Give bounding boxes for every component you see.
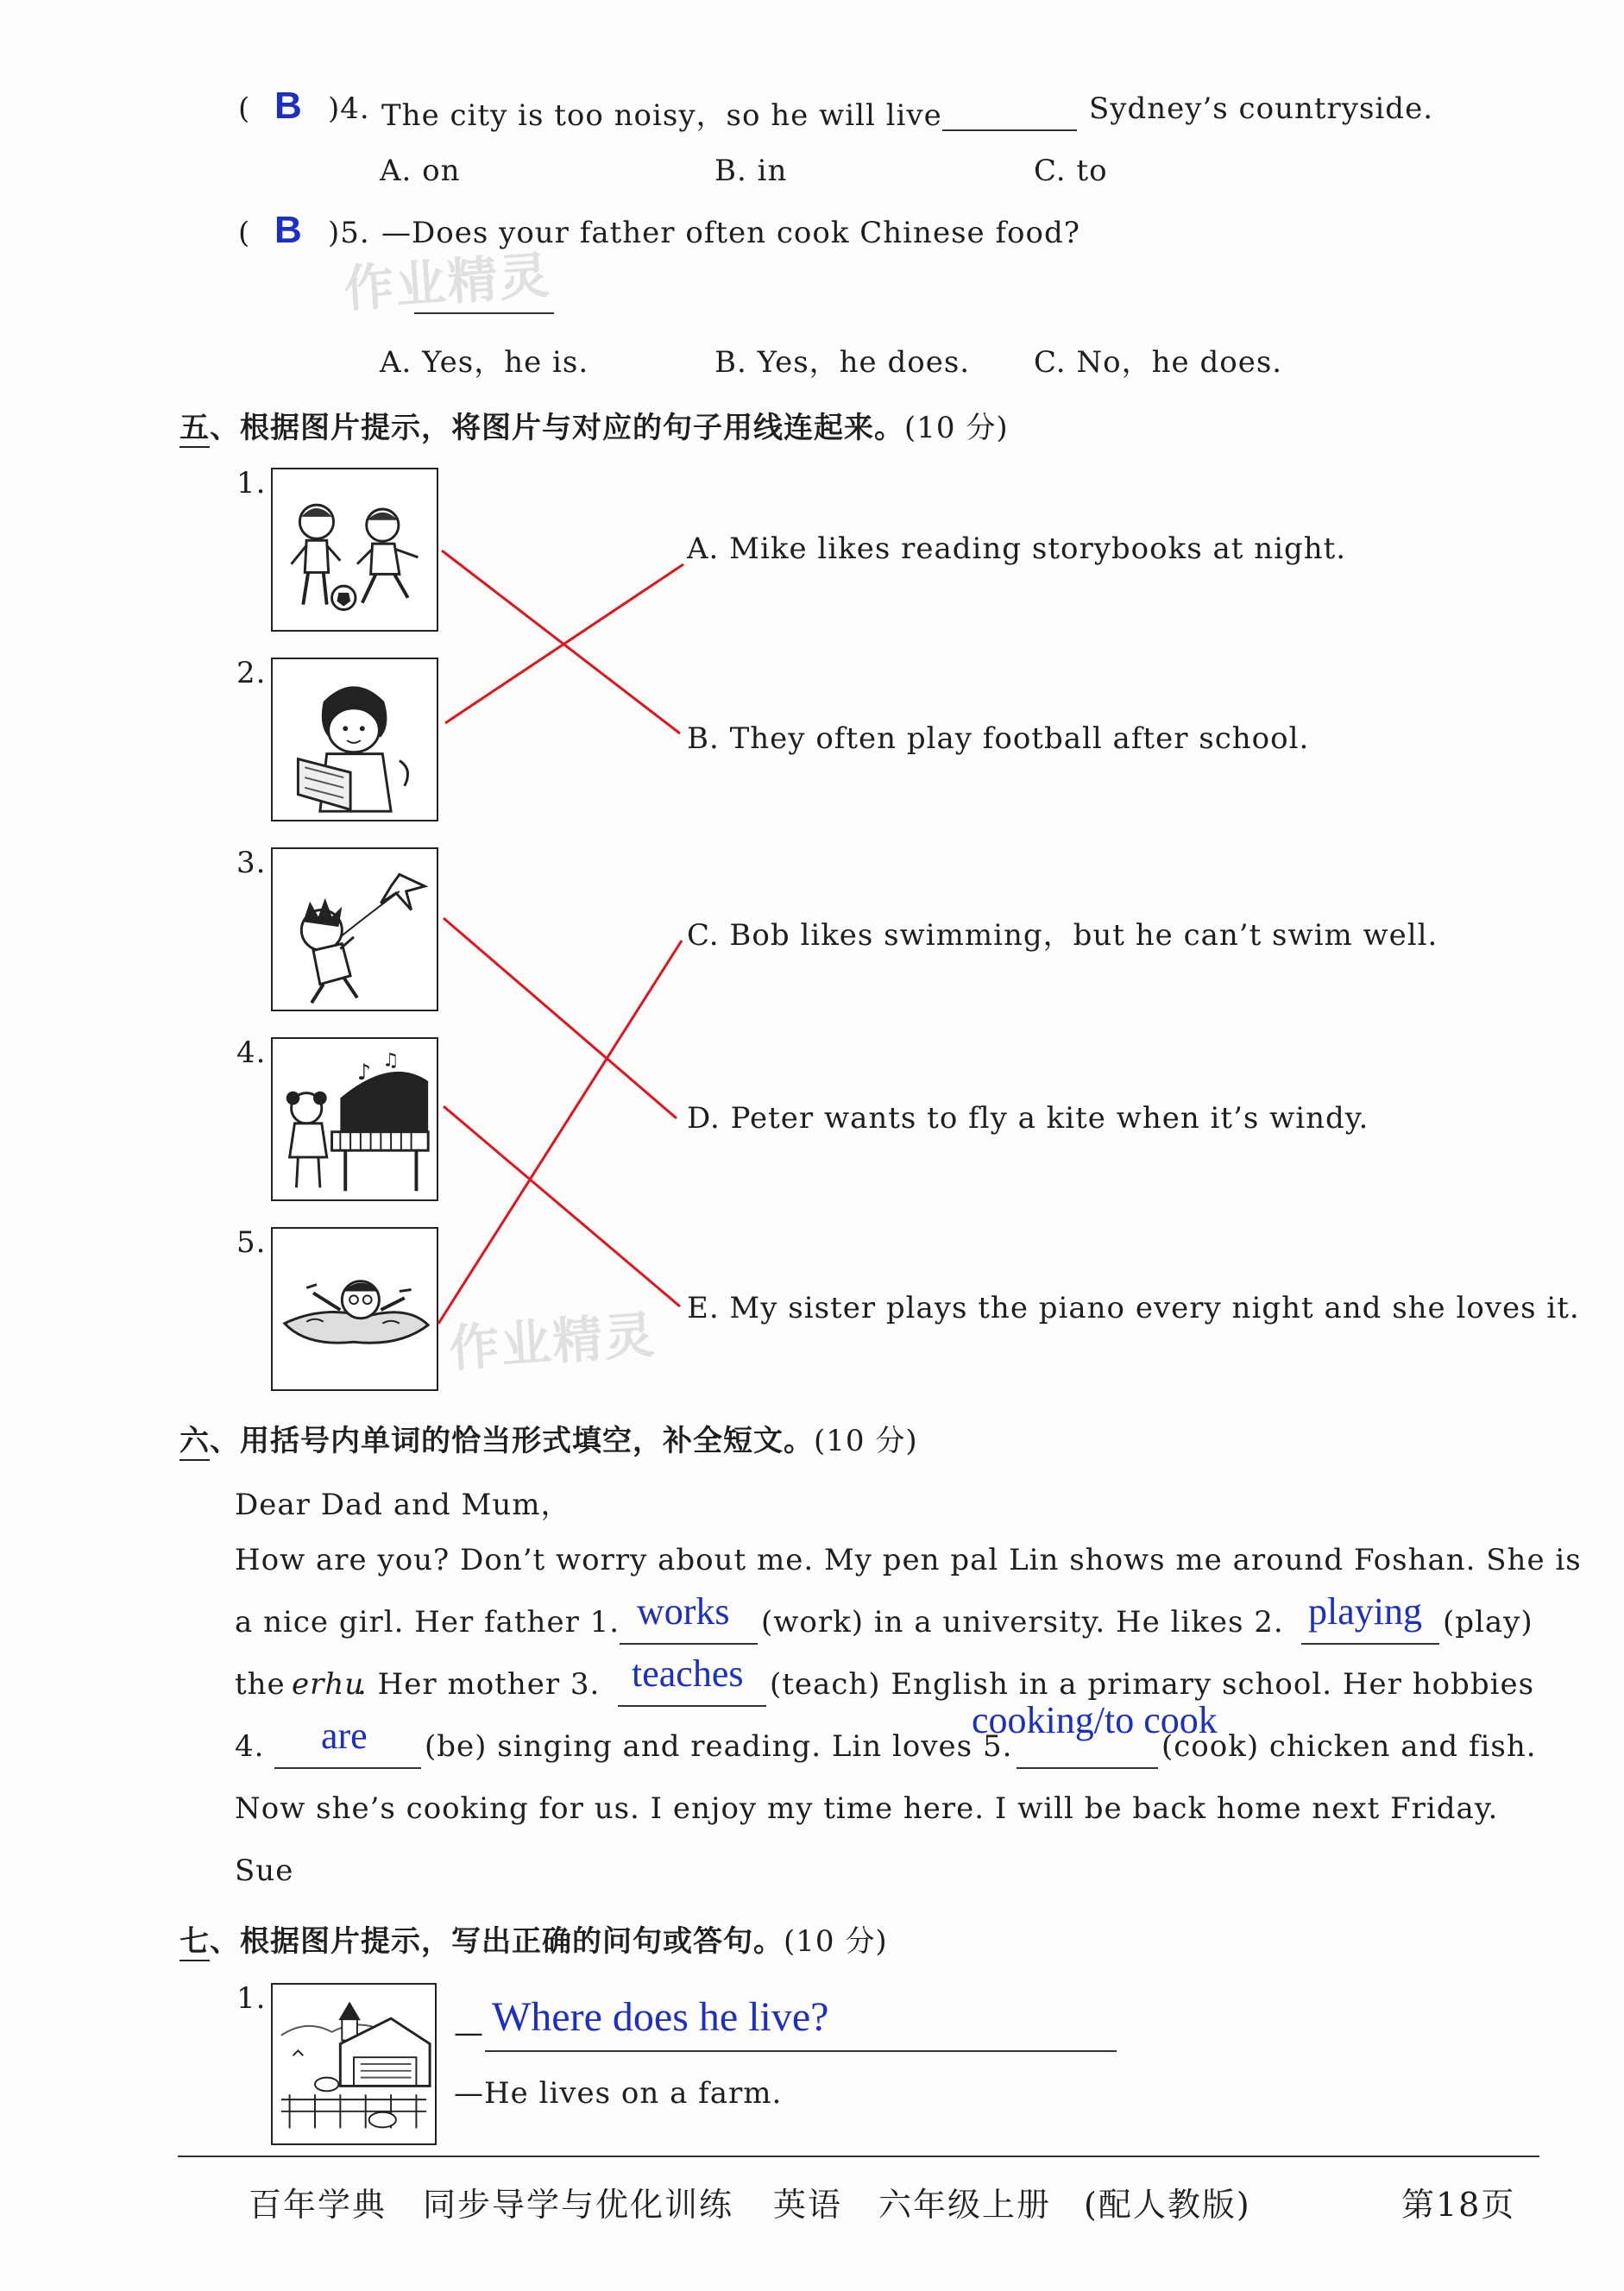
choice-answer: B (274, 85, 302, 127)
option-b: B. in (714, 154, 788, 188)
sentence-c: C. Bob likes swimming，but he can’t swim well. (687, 918, 1438, 953)
blank-3 (618, 1705, 766, 1707)
section-number: 七 (179, 1917, 210, 1961)
item-label: 1. (236, 1981, 267, 2016)
footer-edition: (配人教版) (1084, 2186, 1251, 2224)
passage-line-2c: (play) (1443, 1605, 1533, 1640)
pic-label-2: 2. (236, 656, 267, 690)
answer-3: teaches (632, 1652, 744, 1695)
answer-2: playing (1308, 1590, 1422, 1633)
pic-label-1: 1. (236, 466, 267, 500)
section-title: 、根据图片提示，写出正确的问句或答句。 (210, 1924, 784, 1959)
section-score: (10 分) (814, 1424, 918, 1458)
footer-series: 同步导学与优化训练 (423, 2186, 734, 2224)
passage-line-2b: (work) in a university. He likes 2. (761, 1605, 1284, 1640)
farm-icon (273, 1985, 435, 2143)
answer-4: are (321, 1715, 368, 1757)
sentence-b: B. They often play football after school. (687, 721, 1310, 756)
watermark: 作业精灵 (342, 245, 553, 319)
section7-heading (179, 1917, 888, 1961)
footer-subject: 英语 (773, 2186, 843, 2224)
blank-4 (274, 1767, 421, 1769)
passage-line-1: How are you? Don’t worry about me. My pen pal Lin shows me around Foshan. She is (235, 1543, 1582, 1577)
option-a: A. on (380, 154, 461, 188)
passage-line-2a: a nice girl. Her father 1. (235, 1605, 620, 1640)
section-number: 六 (179, 1417, 210, 1461)
question-number: )4. (328, 91, 370, 126)
question-blank (485, 2050, 1117, 2052)
picture-farm (271, 1983, 437, 2145)
footer-brand: 百年学典 (249, 2186, 387, 2224)
passage-line-3c: (teach) English in a primary school. Her hobbies (770, 1667, 1535, 1702)
passage-line-5: Now she’s cooking for us. I enjoy my time here. I will be back home next Friday. (235, 1791, 1499, 1826)
pic-label-4: 4. (236, 1035, 267, 1070)
match-line-4-E (444, 1106, 680, 1306)
svg-text:♪: ♪ (356, 1059, 372, 1086)
question-dash: — (454, 2016, 484, 2050)
passage-line-4b: (be) singing and reading. Lin loves 5. (425, 1729, 1013, 1764)
choice-answer: B (274, 209, 302, 251)
section-score: (10 分) (904, 411, 1009, 445)
passage-line-3b: . Her mother 3. (357, 1667, 601, 1702)
passage-line-3a: the (235, 1667, 286, 1702)
paren-open: ( (238, 216, 251, 250)
reply-sentence: —He lives on a farm. (454, 2076, 783, 2111)
section-number: 五 (179, 404, 210, 448)
sentence-e: E. My sister plays the piano every night and she loves it. (687, 1291, 1580, 1325)
match-line-2-A (445, 564, 683, 723)
option-c: C. No，he does. (1034, 345, 1283, 380)
question-stem-end: Sydney’s countryside. (1089, 91, 1434, 126)
pic-label-3: 3. (236, 846, 267, 880)
page-number: 第18页 (1401, 2186, 1516, 2224)
option-c: C. to (1034, 154, 1108, 188)
footer-rule (178, 2156, 1539, 2157)
svg-text:♫: ♫ (382, 1049, 400, 1072)
question-number: )5. (328, 216, 370, 250)
question-stem: The city is too noisy，so he will live (381, 98, 942, 133)
paren-open: ( (238, 91, 251, 126)
question-stem: —Does your father often cook Chinese food? (381, 216, 1080, 250)
passage-line-4c: (cook) chicken and fish. (1161, 1729, 1537, 1764)
section6-heading (179, 1417, 918, 1461)
section-title: 、用括号内单词的恰当形式填空，补全短文。 (210, 1424, 814, 1458)
passage-line-4a: 4. (235, 1729, 265, 1764)
question-answer: Where does he live? (492, 1994, 829, 2040)
erhu-word: erhu (292, 1667, 365, 1702)
watermark: 作业精灵 (447, 1305, 658, 1379)
pic-label-5: 5. (236, 1225, 267, 1260)
blank-2 (1301, 1643, 1439, 1645)
sentence-d: D. Peter wants to fly a kite when it’s windy. (687, 1101, 1369, 1136)
answer-5: cooking/to cook (972, 1699, 1218, 1741)
letter-signature: Sue (235, 1854, 294, 1888)
section-score: (10 分) (784, 1924, 888, 1959)
match-line-1-B (442, 551, 680, 733)
sentence-a: A. Mike likes reading storybooks at night. (687, 532, 1347, 566)
match-line-3-D (444, 918, 677, 1118)
option-a: A. Yes，he is. (380, 345, 589, 380)
section-title: 、根据图片提示，将图片与对应的句子用线连起来。 (210, 411, 904, 445)
blank-1 (620, 1643, 758, 1645)
blank-5 (1017, 1767, 1158, 1769)
answer-1: works (637, 1590, 730, 1633)
letter-greeting: Dear Dad and Mum， (235, 1488, 571, 1522)
option-b: B. Yes，he does. (714, 345, 971, 380)
footer-grade: 六年级上册 (878, 2186, 1052, 2224)
